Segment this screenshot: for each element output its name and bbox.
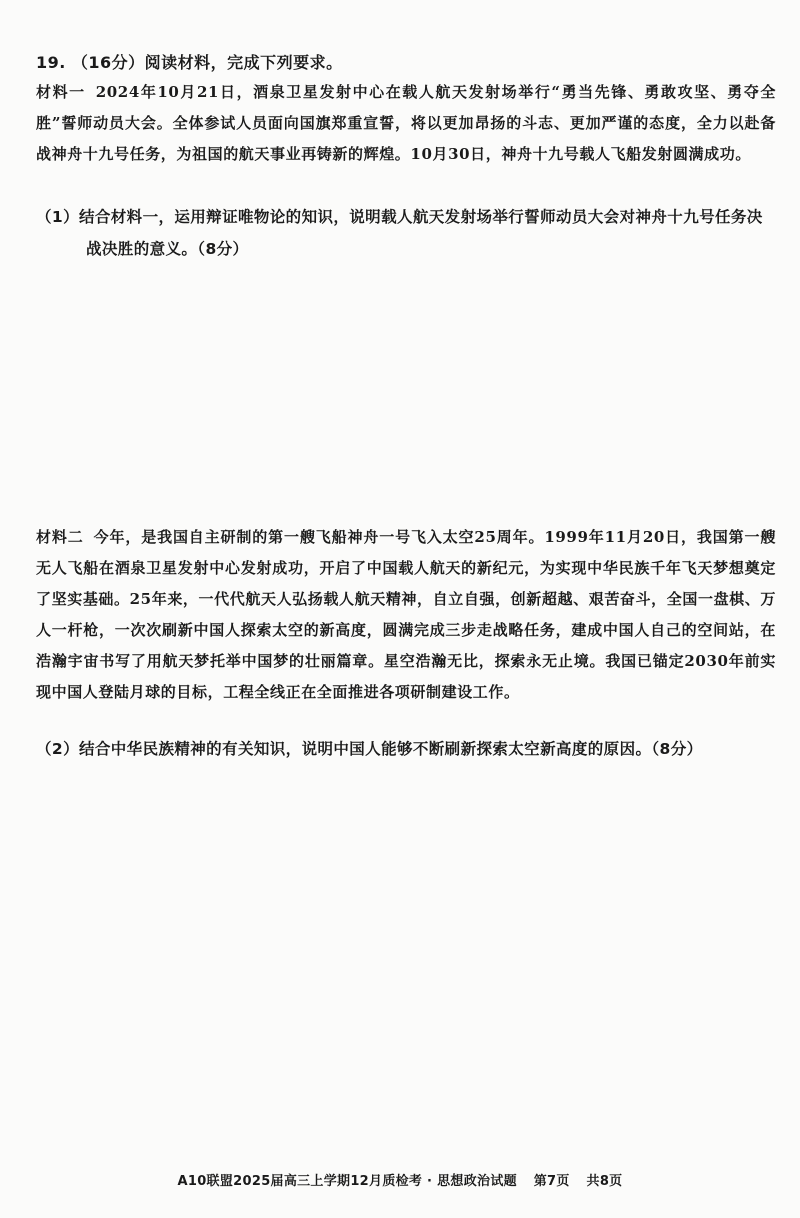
material-two-label: 材料二 bbox=[36, 528, 84, 546]
footer-page-number: 第7页 bbox=[533, 1174, 570, 1189]
footer-exam-name: A10联盟2025届高三上学期12月质检考 · 思想政治试题 bbox=[177, 1174, 517, 1189]
material-two bbox=[36, 522, 776, 708]
page-footer bbox=[0, 1170, 800, 1189]
answer-space-one bbox=[36, 270, 776, 510]
material-one-label: 材料一 bbox=[36, 83, 86, 101]
material-one bbox=[36, 77, 776, 170]
subquestion-one: （1）结合材料一，运用辩证唯物论的知识，说明载人航天发射场举行誓师动员大会对神舟十九号任务决战决胜的意义。（8分） bbox=[36, 208, 763, 258]
material-two-text: 今年，是我国自主研制的第一艘飞船神舟一号飞入太空25周年。1999年11月20日，我国第一艘无人飞船在酒泉卫星发射中心发射成功，开启了中国载人航天的新纪元，为实现中华民族千年飞天梦想奠定了坚实基础。25年来，一代代航天人弘扬载人航天精神，自立自强，创新超越、艰苦奋斗，全国一盘棋、万人一杆枪，一次次刷新中国人探索太空的新高度，圆满完成三步走战略任务，建成中国人自己的空间站，在浩瀚宇宙书写了用航天梦托举中国梦的壮丽篇章。星空浩瀚无比，探索永无止境。我国已锚定2030年前实现中国人登陆月球的目标，工程全线正在全面推进各项研制建设工作。 bbox=[36, 528, 776, 701]
subquestion-two: （2）结合中华民族精神的有关知识，说明中国人能够不断刷新探索太空新高度的原因。（8分） bbox=[36, 740, 703, 758]
question-title: 19. （16分）阅读材料，完成下列要求。 bbox=[36, 53, 343, 72]
material-one-text: 2024年10月21日，酒泉卫星发射中心在载人航天发射场举行“勇当先锋、勇敢攻坚、勇夺全胜”誓师动员大会。全体参试人员面向国旗郑重宣誓，将以更加昂扬的斗志、更加严谨的态度，全力以赴备战神舟十九号任务，为祖国的航天事业再铸新的辉煌。10月30日，神舟十九号载人飞船发射圆满成功。 bbox=[36, 83, 776, 163]
footer-total-pages: 共8页 bbox=[586, 1174, 623, 1189]
answer-space-two bbox=[36, 775, 776, 1155]
